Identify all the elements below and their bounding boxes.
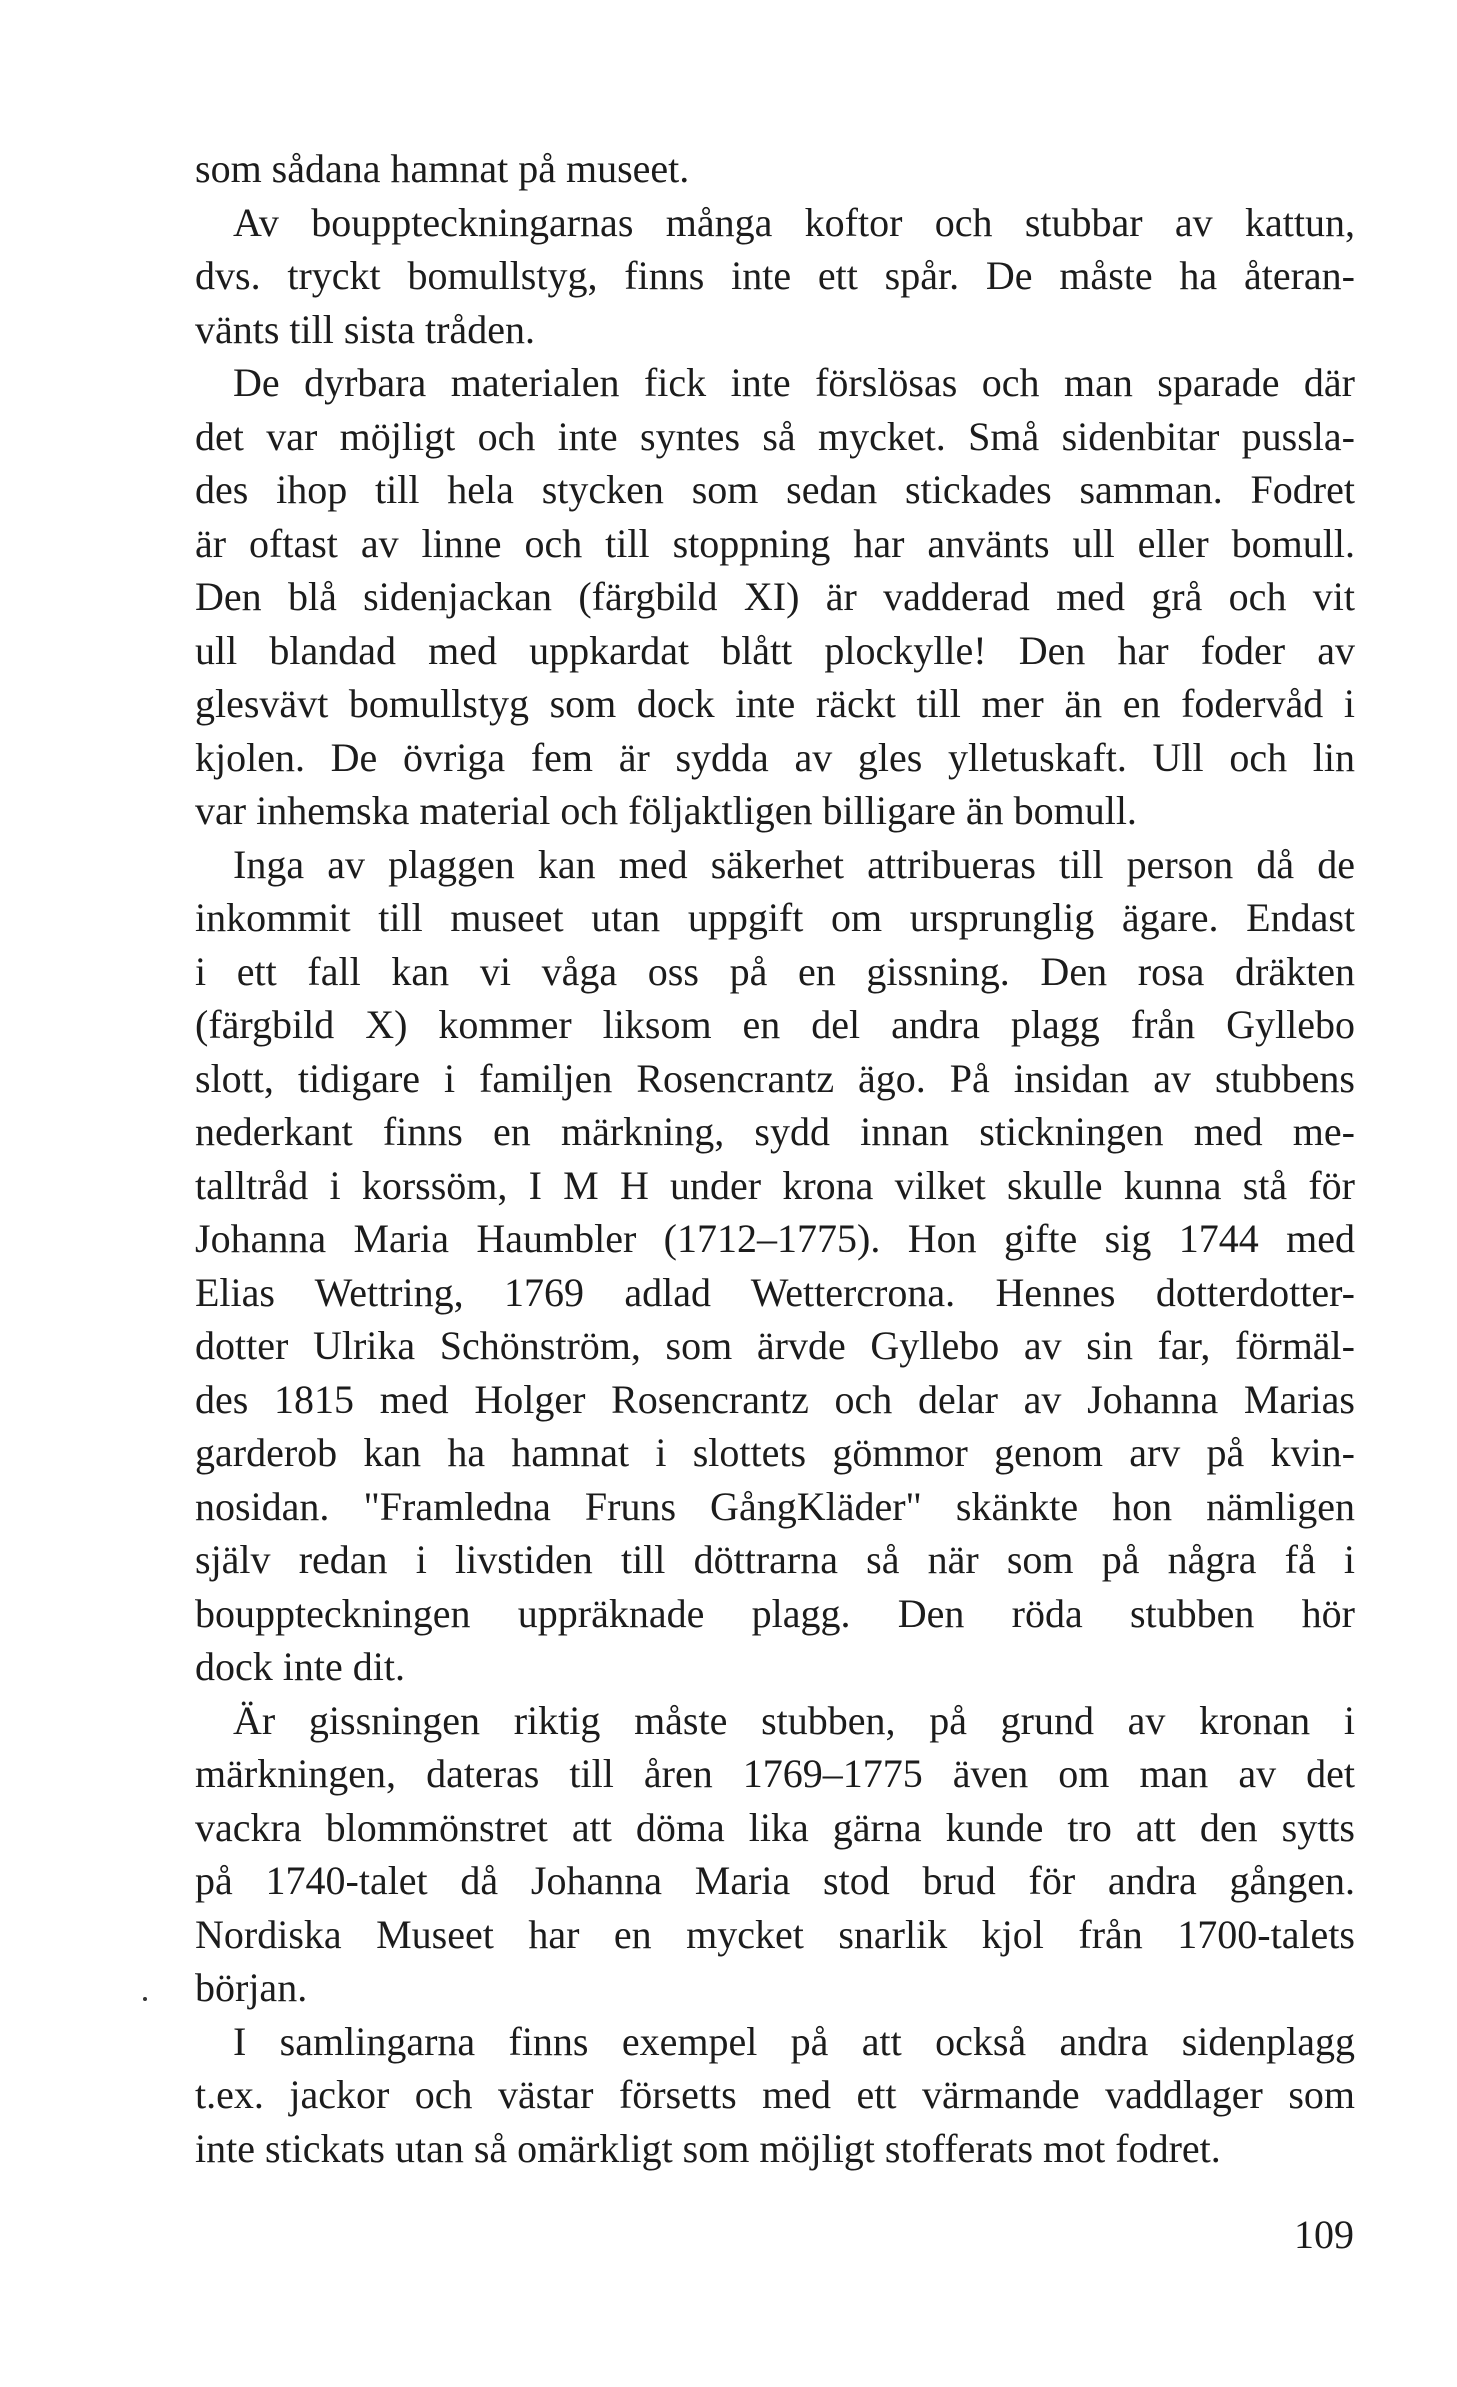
text-line: i ett fall kan vi våga oss på en gissning. Den rosa dräkten bbox=[195, 948, 1355, 994]
text-line: kjolen. De övriga fem är sydda av gles ylletuskaft. Ull och lin bbox=[195, 734, 1355, 780]
text-line: Den blå sidenjackan (färgbild XI) är vadderad med grå och vit bbox=[195, 574, 1355, 619]
text-line: dock inte dit. bbox=[195, 1644, 405, 1689]
text-line: des 1815 med Holger Rosencrantz och delar av Johanna Marias bbox=[195, 1376, 1355, 1422]
text-line: var inhemska material och följaktligen billigare än bomull. bbox=[195, 788, 1137, 833]
text-line: på 1740-talet då Johanna Maria stod brud för andra gången. bbox=[195, 1858, 1355, 1903]
text-line: nederkant finns en märkning, sydd innan stickningen med me- bbox=[195, 1109, 1355, 1154]
text-line: De dyrbara materialen fick inte förslösas och man sparade där bbox=[233, 360, 1355, 405]
text-line: vänts till sista tråden. bbox=[195, 306, 535, 352]
text-line: inkommit till museet utan uppgift om ursprunglig ägare. Endast bbox=[195, 895, 1355, 940]
text-line: Är gissningen riktig måste stubben, på grund av kronan i bbox=[233, 1697, 1355, 1743]
text-line: t.ex. jackor och västar försetts med ett värmande vaddlager som bbox=[195, 2072, 1355, 2117]
text-line: bouppteckningen uppräknade plagg. Den röda stubben hör bbox=[195, 1590, 1355, 1636]
text-line: slott, tidigare i familjen Rosencrantz ägo. På insidan av stubbens bbox=[195, 1055, 1355, 1101]
scan-speck bbox=[143, 1997, 147, 2001]
text-line: märkningen, dateras till åren 1769–1775 även om man av det bbox=[195, 1751, 1355, 1796]
text-line: är oftast av linne och till stoppning har använts ull eller bomull. bbox=[195, 520, 1355, 566]
text-line: Inga av plaggen kan med säkerhet attribueras till person då de bbox=[233, 841, 1355, 887]
text-line: I samlingarna finns exempel på att också andra sidenplagg bbox=[233, 2018, 1355, 2064]
body-text bbox=[195, 142, 1355, 2175]
text-line: början. bbox=[195, 1965, 308, 2010]
text-line: själv redan i livstiden till döttrarna så när som på några få i bbox=[195, 1537, 1355, 1582]
text-line: dotter Ulrika Schönström, som ärvde Gyllebo av sin far, förmäl- bbox=[195, 1323, 1355, 1368]
text-line: garderob kan ha hamnat i slottets gömmor genom arv på kvin- bbox=[195, 1430, 1355, 1475]
text-line: nosidan. "Framledna Fruns GångKläder" skänkte hon nämligen bbox=[195, 1483, 1355, 1529]
text-line: talltråd i korssöm, I M H under krona vilket skulle kunna stå för bbox=[195, 1162, 1355, 1208]
text-line: vackra blommönstret att döma lika gärna kunde tro att den sytts bbox=[195, 1804, 1355, 1850]
text-line: des ihop till hela stycken som sedan stickades samman. Fodret bbox=[195, 467, 1355, 512]
text-line: inte stickats utan så omärkligt som möjligt stofferats mot fodret. bbox=[195, 2125, 1221, 2171]
text-line: ull blandad med uppkardat blått plockylle! Den har foder av bbox=[195, 627, 1355, 673]
text-line: glesvävt bomullstyg som dock inte räckt till mer än en fodervåd i bbox=[195, 681, 1355, 726]
text-line: det var möjligt och inte syntes så mycket. Små sidenbitar pussla- bbox=[195, 413, 1355, 459]
text-line: Johanna Maria Haumbler (1712–1775). Hon gifte sig 1744 med bbox=[195, 1216, 1355, 1261]
text-line: Nordiska Museet har en mycket snarlik kjol från 1700-talets bbox=[195, 1911, 1355, 1957]
page-number: 109 bbox=[1294, 2212, 1354, 2257]
text-line: dvs. tryckt bomullstyg, finns inte ett spår. De måste ha återan- bbox=[195, 253, 1355, 298]
text-line: som sådana hamnat på museet. bbox=[195, 146, 690, 191]
text-line: Elias Wettring, 1769 adlad Wettercrona. Hennes dotterdotter- bbox=[195, 1269, 1355, 1315]
text-line: Av bouppteckningarnas många koftor och stubbar av kattun, bbox=[233, 199, 1355, 245]
text-line: (färgbild X) kommer liksom en del andra plagg från Gyllebo bbox=[195, 1002, 1355, 1047]
